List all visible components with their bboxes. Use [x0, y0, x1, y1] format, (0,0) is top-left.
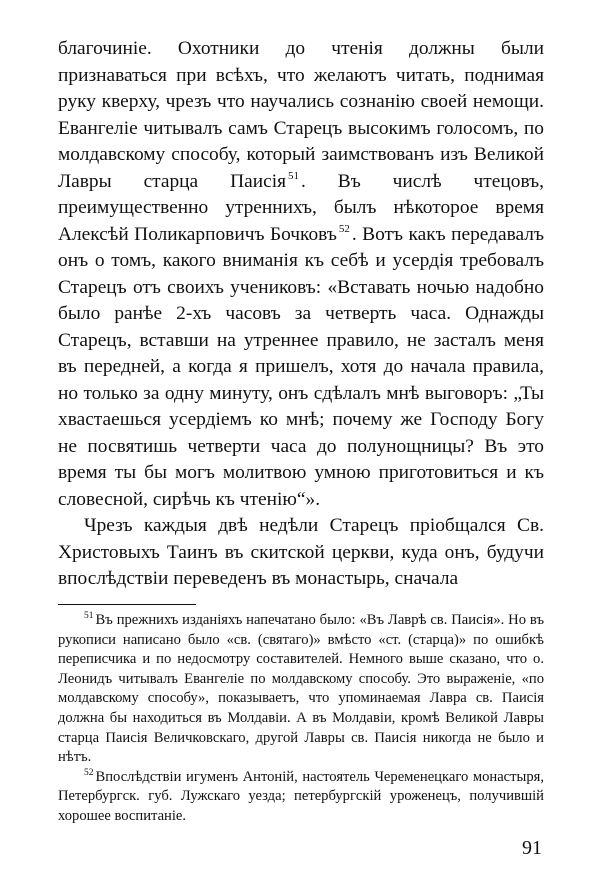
footnote-text: Впослѣдствіи игуменъ Антоній, настоятель Череменецкаго монастыря, Петербургск. губ. Лужскаго уезда; петербургскій уроженецъ, получившій хорошее воспитаніе. — [58, 768, 544, 824]
footnote-text: Въ прежнихъ изданіяхъ напечатано было: «Въ Лаврѣ св. Паисія». Но въ рукописи написано было «св. (святаго)» вмѣсто «ст. (старца)» по ошибкѣ переписчика и по недосмотру составителей. Немного выше сказано, что о. Леонидъ читывалъ Евангеліе по молдавскому способу. Это выраженіе, «по молдавскому способу», показываетъ, что упоминаемая Лавра св. Паисія должна бы находиться въ Молдавіи. А въ Молдавіи, кромѣ Великой Лавры старца Паисія Величковскаго, другой Лавры св. Паисія никогда не было и нѣтъ. — [58, 612, 544, 766]
main-text — [58, 36, 544, 593]
footnote-number: 52 — [84, 767, 94, 778]
footnote-number: 51 — [84, 611, 94, 622]
paragraph-2: Чрезъ каждыя двѣ недѣли Старецъ пріобщался Св. Христовыхъ Таинъ въ скитской церкви, куда онъ, будучи впослѣдствіи переведенъ въ монастырь, сначала — [58, 515, 544, 589]
footnote-ref-51: 51 — [288, 170, 299, 183]
page-body — [58, 36, 544, 593]
footnote-ref-52: 52 — [338, 223, 350, 236]
footnote-divider — [58, 604, 196, 605]
page-number: 91 — [522, 837, 542, 859]
footnote-51 — [58, 611, 544, 768]
paragraph-1 — [58, 36, 544, 513]
paragraph-1-part-b: . Въ числѣ чтецовъ, преимущественно утреннихъ, былъ нѣкоторое время Алексѣй Поликарповичъ Бочковъ — [58, 170, 544, 245]
footnote-52 — [58, 768, 544, 827]
paragraph-1-part-a: благочиніе. Охотники до чтенія должны были признаваться при всѣхъ, что желаютъ читать, поднимая руку кверху, чрезъ что научались сознанію своей немощи. Евангеліе читывалъ самъ Старецъ высокимъ голосомъ, по молдавскому способу, который заимствованъ изъ Великой Лавры старца Паисія — [58, 38, 544, 192]
footnotes — [58, 611, 544, 827]
paragraph-1-part-c: . Вотъ какъ передавалъ онъ о томъ, какого вниманія къ себѣ и усердія требовалъ Старецъ отъ своихъ учениковъ: «Вставать ночью надобно было ранѣе 2-хъ часовъ за четверть часа. Однажды Старецъ, вставши на утреннее правило, не засталъ меня въ передней, а когда я пришелъ, хотя до начала правила, но только за одну минуту, онъ сдѣлалъ мнѣ выговоръ: „Ты хвастаешься усердіемъ ко мнѣ; почему же Господу Богу не посвятишь четверти часа до полунощницы? Въ это время ты бы могъ молитвою умною приготовиться и къ словесной, сирѣчь къ чтенію“». — [58, 223, 544, 510]
